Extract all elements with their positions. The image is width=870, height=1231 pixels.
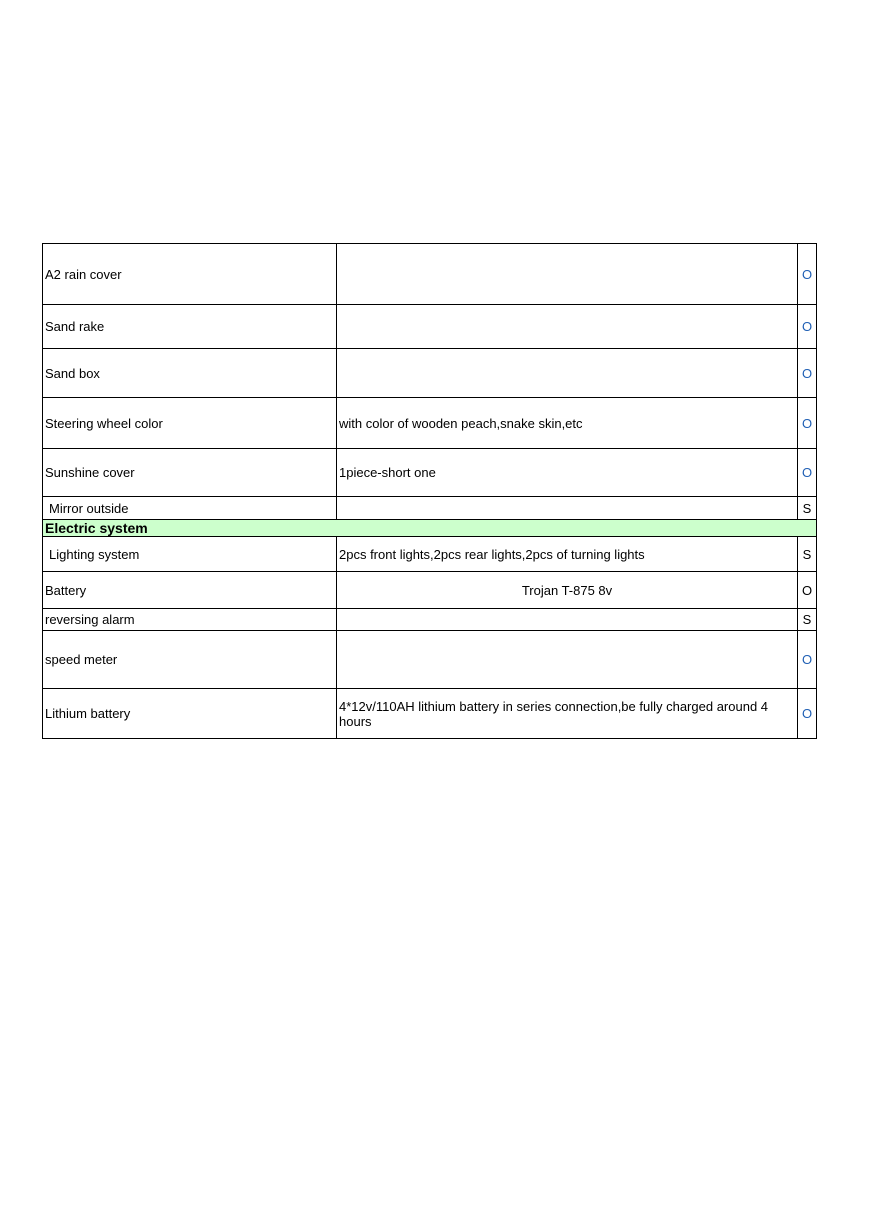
description-cell [337, 497, 798, 520]
table-row [43, 449, 817, 497]
description-cell [337, 305, 798, 349]
code-cell: O [798, 572, 817, 609]
item-cell: Mirror outside [43, 497, 337, 520]
table-row [43, 689, 817, 739]
item-cell: Sunshine cover [43, 449, 337, 497]
item-cell: Sand rake [43, 305, 337, 349]
description-cell [337, 244, 798, 305]
item-cell: Sand box [43, 349, 337, 398]
table-row [43, 398, 817, 449]
code-cell: O [798, 449, 817, 497]
section-row [43, 520, 817, 537]
code-cell: O [798, 689, 817, 739]
code-cell: O [798, 244, 817, 305]
table-row [43, 572, 817, 609]
description-cell [337, 609, 798, 631]
section-title: Electric system [43, 520, 817, 537]
table-row [43, 497, 817, 520]
description-cell: 1piece-short one [337, 449, 798, 497]
item-cell: A2 rain cover [43, 244, 337, 305]
description-cell: Trojan T-875 8v [337, 572, 798, 609]
description-cell: 4*12v/110AH lithium battery in series connection,be fully charged around 4 hours [337, 689, 798, 739]
item-cell: Lighting system [43, 537, 337, 572]
description-cell [337, 631, 798, 689]
description-cell: with color of wooden peach,snake skin,etc [337, 398, 798, 449]
code-cell: O [798, 349, 817, 398]
item-cell: Battery [43, 572, 337, 609]
item-cell: reversing alarm [43, 609, 337, 631]
description-cell [337, 349, 798, 398]
code-cell: O [798, 305, 817, 349]
table-row [43, 244, 817, 305]
code-cell: O [798, 631, 817, 689]
table-row [43, 537, 817, 572]
table-row [43, 609, 817, 631]
code-cell: S [798, 609, 817, 631]
code-cell: O [798, 398, 817, 449]
item-cell: Steering wheel color [43, 398, 337, 449]
item-cell: speed meter [43, 631, 337, 689]
item-cell: Lithium battery [43, 689, 337, 739]
spec-table [42, 243, 817, 739]
table-row [43, 305, 817, 349]
table-row [43, 349, 817, 398]
table-row [43, 631, 817, 689]
code-cell: S [798, 537, 817, 572]
description-cell: 2pcs front lights,2pcs rear lights,2pcs of turning lights [337, 537, 798, 572]
code-cell: S [798, 497, 817, 520]
